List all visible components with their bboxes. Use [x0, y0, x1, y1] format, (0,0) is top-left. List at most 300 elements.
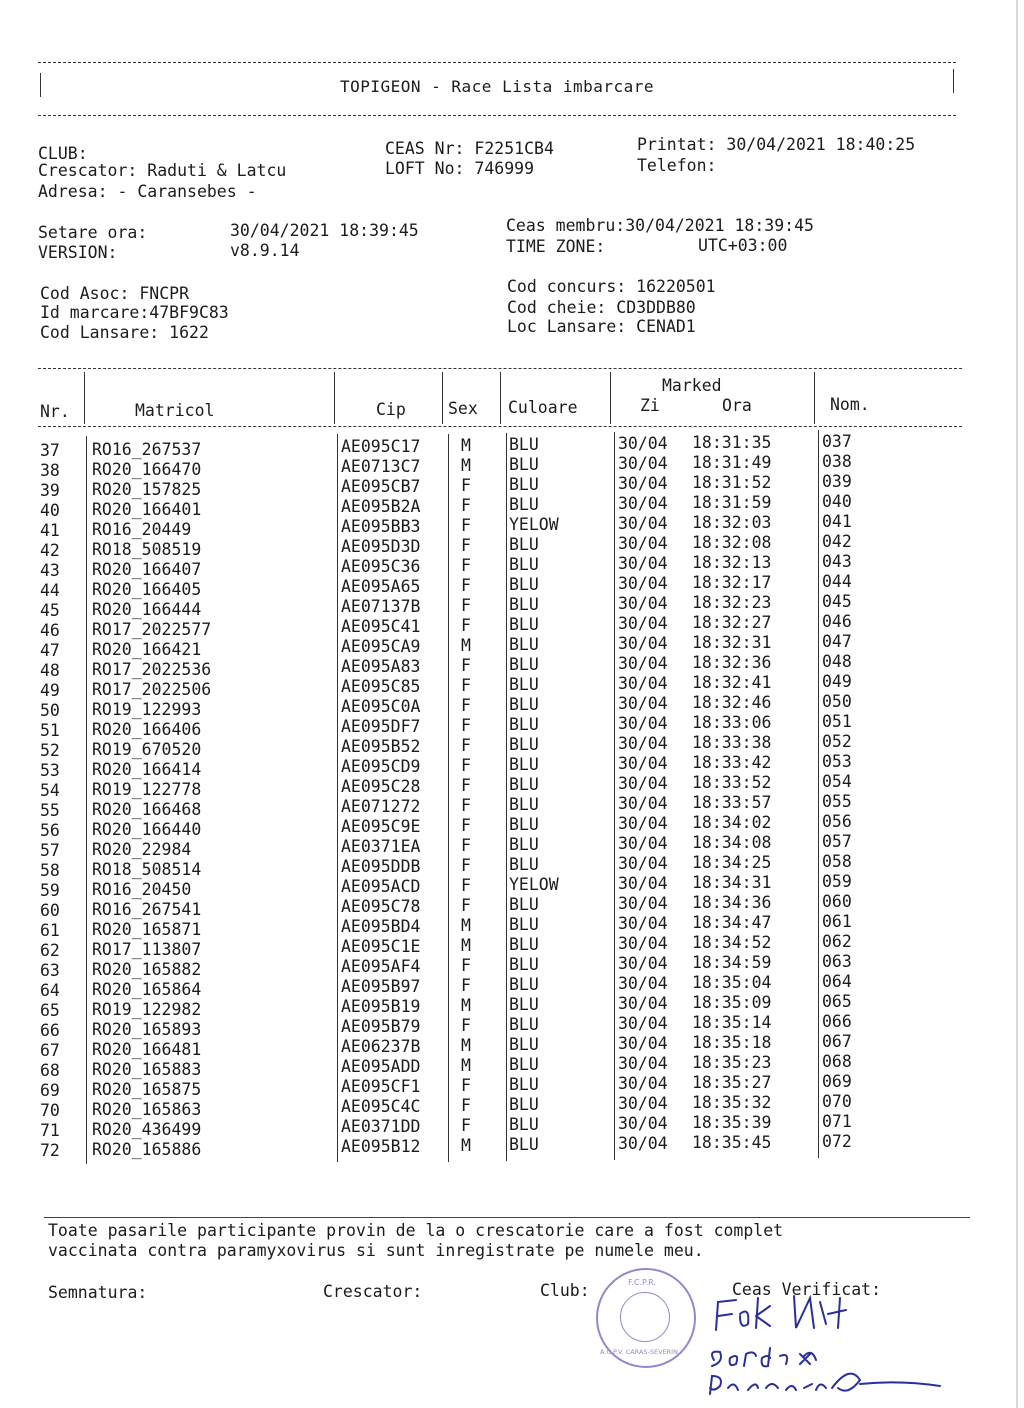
- row-ora: 18:34:08: [692, 833, 772, 853]
- row-matricol: RO16_267537: [92, 440, 202, 460]
- row-matricol: RO19_122982: [92, 1000, 202, 1020]
- cod-concurs: Cod concurs: 16220501: [507, 277, 716, 296]
- row-zi: 30/04: [618, 814, 668, 834]
- version-label: VERSION:: [38, 243, 118, 262]
- row-sex: F: [461, 815, 471, 835]
- row-nom: 063: [822, 951, 852, 971]
- row-ora: 18:35:39: [692, 1113, 772, 1133]
- row-ora: 18:34:59: [692, 953, 772, 973]
- row-sex: F: [461, 775, 471, 795]
- semnatura-label: Semnatura:: [48, 1283, 148, 1302]
- setare-label: Setare ora:: [38, 223, 148, 242]
- row-ora: 18:34:31: [692, 873, 772, 893]
- row-nom: 066: [822, 1011, 852, 1031]
- row-matricol: RO18_508514: [92, 860, 202, 880]
- row-zi: 30/04: [618, 1114, 668, 1134]
- row-culoare: YELOW: [509, 875, 559, 895]
- row-ora: 18:32:08: [692, 533, 772, 553]
- row-culoare: BLU: [509, 495, 539, 515]
- row-cip: AE095B52: [341, 737, 421, 757]
- row-zi: 30/04: [618, 614, 668, 634]
- row-culoare: BLU: [509, 595, 539, 615]
- row-sex: F: [461, 555, 471, 575]
- col-divider-nr: [84, 372, 85, 424]
- row-culoare: BLU: [509, 795, 539, 815]
- row-sex: M: [461, 1135, 471, 1155]
- row-culoare: BLU: [509, 975, 539, 995]
- row-nom: 059: [822, 871, 852, 891]
- row-culoare: BLU: [509, 755, 539, 775]
- row-zi: 30/04: [618, 514, 668, 534]
- column-header-sex: Sex: [448, 399, 478, 418]
- row-sex: M: [461, 435, 471, 455]
- row-cip: AE095CD9: [341, 757, 421, 777]
- row-nr: 47: [40, 641, 60, 660]
- row-zi: 30/04: [618, 454, 668, 474]
- row-zi: 30/04: [618, 774, 668, 794]
- ceas-number: CEAS Nr: F2251CB4: [385, 139, 554, 158]
- row-cip: AE095C17: [341, 437, 421, 457]
- col-divider-cip: [442, 372, 443, 424]
- row-culoare: BLU: [509, 935, 539, 955]
- row-culoare: BLU: [509, 455, 539, 475]
- row-culoare: BLU: [509, 895, 539, 915]
- row-zi: 30/04: [618, 1014, 668, 1034]
- row-sex: F: [461, 755, 471, 775]
- row-culoare: BLU: [509, 1035, 539, 1055]
- row-cip: AE095B97: [341, 977, 421, 997]
- club-signature-label: Club:: [540, 1281, 590, 1300]
- declaration-line-2: vaccinata contra paramyxovirus si sunt inregistrate pe numele meu.: [48, 1241, 704, 1260]
- row-nr: 48: [40, 661, 60, 680]
- row-nom: 056: [822, 811, 852, 831]
- row-sex: F: [461, 875, 471, 895]
- title-box: [38, 62, 956, 116]
- row-zi: 30/04: [618, 554, 668, 574]
- row-nr: 50: [40, 701, 60, 720]
- row-nom: 068: [822, 1051, 852, 1071]
- row-culoare: BLU: [509, 655, 539, 675]
- row-culoare: BLU: [509, 435, 539, 455]
- row-nr: 65: [40, 1001, 60, 1020]
- row-sex: M: [461, 1035, 471, 1055]
- row-ora: 18:34:36: [692, 893, 772, 913]
- row-cip: AE095CF1: [341, 1077, 421, 1097]
- row-sex: F: [461, 535, 471, 555]
- row-sex: F: [461, 1115, 471, 1135]
- row-zi: 30/04: [618, 674, 668, 694]
- row-ora: 18:31:59: [692, 493, 772, 513]
- row-nom: 058: [822, 851, 852, 871]
- crescator-signature-label: Crescator:: [323, 1282, 423, 1301]
- row-culoare: BLU: [509, 535, 539, 555]
- row-ora: 18:34:52: [692, 933, 772, 953]
- row-nom: 072: [822, 1131, 852, 1151]
- row-nr: 67: [40, 1041, 60, 1060]
- setare-value: 30/04/2021 18:39:45: [230, 221, 419, 240]
- row-culoare: BLU: [509, 955, 539, 975]
- row-matricol: RO20_166470: [92, 460, 202, 480]
- row-ora: 18:34:47: [692, 913, 772, 933]
- row-sex: F: [461, 715, 471, 735]
- row-nom: 040: [822, 491, 852, 511]
- row-ora: 18:32:41: [692, 673, 772, 693]
- row-culoare: BLU: [509, 1055, 539, 1075]
- row-ora: 18:32:46: [692, 693, 772, 713]
- row-sex: F: [461, 695, 471, 715]
- row-cip: AE0371EA: [341, 837, 421, 857]
- row-matricol: RO20_165893: [92, 1020, 202, 1040]
- row-cip: AE095C0A: [341, 697, 421, 717]
- row-nom: 043: [822, 551, 852, 571]
- row-nom: 039: [822, 471, 852, 491]
- row-cip: AE0371DD: [341, 1117, 421, 1137]
- row-ora: 18:35:14: [692, 1013, 772, 1033]
- column-header-nr: Nr.: [40, 402, 70, 421]
- row-ora: 18:35:18: [692, 1033, 772, 1053]
- row-nr: 66: [40, 1021, 60, 1040]
- row-sex: M: [461, 995, 471, 1015]
- row-nom: 054: [822, 771, 852, 791]
- row-nr: 64: [40, 981, 60, 1000]
- row-nr: 38: [40, 461, 60, 480]
- row-nom: 060: [822, 891, 852, 911]
- row-zi: 30/04: [618, 974, 668, 994]
- row-zi: 30/04: [618, 994, 668, 1014]
- row-zi: 30/04: [618, 1094, 668, 1114]
- row-matricol: RO19_122778: [92, 780, 202, 800]
- col-divider-marked: [814, 372, 815, 424]
- row-ora: 18:32:36: [692, 653, 772, 673]
- declaration-line-1: Toate pasarile participante provin de la o crescatorie care a fost complet: [48, 1221, 784, 1240]
- row-culoare: BLU: [509, 915, 539, 935]
- version-value: v8.9.14: [230, 241, 300, 260]
- row-zi: 30/04: [618, 594, 668, 614]
- row-sex: M: [461, 635, 471, 655]
- row-nr: 58: [40, 861, 60, 880]
- row-matricol: RO20_165886: [92, 1140, 202, 1160]
- stamp-inner-ring: [620, 1292, 670, 1342]
- row-nr: 61: [40, 921, 60, 940]
- row-ora: 18:32:13: [692, 553, 772, 573]
- row-nr: 72: [40, 1141, 60, 1160]
- row-matricol: RO20_165864: [92, 980, 202, 1000]
- row-sex: F: [461, 495, 471, 515]
- row-culoare: BLU: [509, 775, 539, 795]
- row-zi: 30/04: [618, 934, 668, 954]
- cod-asoc: Cod Asoc: FNCPR: [40, 284, 190, 303]
- row-sex: F: [461, 975, 471, 995]
- club-label: CLUB:: [38, 144, 88, 163]
- row-zi: 30/04: [618, 894, 668, 914]
- row-culoare: BLU: [509, 1015, 539, 1035]
- cod-cheie: Cod cheie: CD3DDB80: [507, 298, 696, 317]
- row-nom: 049: [822, 671, 852, 691]
- row-nr: 41: [40, 521, 60, 540]
- row-nom: 037: [822, 431, 852, 451]
- row-nom: 038: [822, 451, 852, 471]
- row-sex: F: [461, 575, 471, 595]
- row-cip: AE095C1E: [341, 937, 421, 957]
- row-sex: M: [461, 935, 471, 955]
- ceas-verificat-label: Ceas Verificat:: [732, 1280, 882, 1299]
- row-matricol: RO20_166401: [92, 500, 202, 520]
- table-header-bottom-rule: [38, 426, 962, 427]
- row-ora: 18:31:35: [692, 433, 772, 453]
- row-culoare: BLU: [509, 715, 539, 735]
- row-cip: AE07137B: [341, 597, 421, 617]
- row-zi: 30/04: [618, 694, 668, 714]
- row-cip: AE06237B: [341, 1037, 421, 1057]
- row-ora: 18:34:25: [692, 853, 772, 873]
- row-zi: 30/04: [618, 754, 668, 774]
- row-matricol: RO20_166405: [92, 580, 202, 600]
- column-header-cip: Cip: [376, 400, 406, 419]
- row-cip: AE095DF7: [341, 717, 421, 737]
- column-header-culoare: Culoare: [508, 398, 578, 417]
- row-nom: 053: [822, 751, 852, 771]
- row-cip: AE0713C7: [341, 457, 421, 477]
- row-zi: 30/04: [618, 794, 668, 814]
- row-cip: AE095C4C: [341, 1097, 421, 1117]
- row-culoare: BLU: [509, 555, 539, 575]
- row-culoare: BLU: [509, 1095, 539, 1115]
- crescator-info: Crescator: Raduti & Latcu: [38, 161, 287, 180]
- row-sex: F: [461, 595, 471, 615]
- row-cip: AE095C9E: [341, 817, 421, 837]
- row-nom: 041: [822, 511, 852, 531]
- row-ora: 18:33:52: [692, 773, 772, 793]
- row-ora: 18:33:57: [692, 793, 772, 813]
- row-culoare: BLU: [509, 735, 539, 755]
- row-nr: 68: [40, 1061, 60, 1080]
- row-matricol: RO20_165863: [92, 1100, 202, 1120]
- row-zi: 30/04: [618, 654, 668, 674]
- column-header-ora: Ora: [722, 396, 752, 415]
- row-cip: AE095B2A: [341, 497, 421, 517]
- row-ora: 18:32:27: [692, 613, 772, 633]
- row-nom: 045: [822, 591, 852, 611]
- row-zi: 30/04: [618, 914, 668, 934]
- row-matricol: RO20_22984: [92, 840, 192, 860]
- row-matricol: RO20_165882: [92, 960, 202, 980]
- row-matricol: RO18_508519: [92, 540, 202, 560]
- row-nr: 43: [40, 561, 60, 580]
- row-sex: M: [461, 915, 471, 935]
- row-nr: 40: [40, 501, 60, 520]
- table-header-top-rule: [38, 368, 962, 369]
- row-nr: 59: [40, 881, 60, 900]
- row-cip: AE095C78: [341, 897, 421, 917]
- row-nr: 56: [40, 821, 60, 840]
- row-nom: 057: [822, 831, 852, 851]
- row-matricol: RO17_113807: [92, 940, 202, 960]
- row-culoare: BLU: [509, 475, 539, 495]
- row-zi: 30/04: [618, 574, 668, 594]
- row-culoare: BLU: [509, 995, 539, 1015]
- row-matricol: RO16_20450: [92, 880, 192, 900]
- row-cip: AE095A65: [341, 577, 421, 597]
- row-ora: 18:35:23: [692, 1053, 772, 1073]
- row-ora: 18:35:04: [692, 973, 772, 993]
- row-nom: 046: [822, 611, 852, 631]
- row-cip: AE095D3D: [341, 537, 421, 557]
- row-nr: 70: [40, 1101, 60, 1120]
- row-matricol: RO19_670520: [92, 740, 202, 760]
- row-ora: 18:31:52: [692, 473, 772, 493]
- row-zi: 30/04: [618, 734, 668, 754]
- row-sex: F: [461, 835, 471, 855]
- row-cip: AE095B19: [341, 997, 421, 1017]
- row-nom: 044: [822, 571, 852, 591]
- row-nom: 067: [822, 1031, 852, 1051]
- row-culoare: BLU: [509, 575, 539, 595]
- row-matricol: RO16_20449: [92, 520, 192, 540]
- row-cip: AE095B12: [341, 1137, 421, 1157]
- row-ora: 18:35:09: [692, 993, 772, 1013]
- row-zi: 30/04: [618, 1034, 668, 1054]
- row-nom: 061: [822, 911, 852, 931]
- row-matricol: RO17_2022577: [92, 620, 212, 640]
- row-culoare: BLU: [509, 1115, 539, 1135]
- row-matricol: RO20_166414: [92, 760, 202, 780]
- row-ora: 18:32:31: [692, 633, 772, 653]
- row-cip: AE095CB7: [341, 477, 421, 497]
- row-matricol: RO17_2022536: [92, 660, 212, 680]
- row-cip: AE095B79: [341, 1017, 421, 1037]
- row-ora: 18:35:27: [692, 1073, 772, 1093]
- row-culoare: YELOW: [509, 515, 559, 535]
- loft-number: LOFT No: 746999: [385, 159, 535, 178]
- footer-rule: [44, 1217, 970, 1218]
- row-cip: AE095CA9: [341, 637, 421, 657]
- row-zi: 30/04: [618, 434, 668, 454]
- row-matricol: RO16_267541: [92, 900, 202, 920]
- cod-lansare: Cod Lansare: 1622: [40, 323, 209, 342]
- row-culoare: BLU: [509, 615, 539, 635]
- row-ora: 18:34:02: [692, 813, 772, 833]
- row-sex: F: [461, 1095, 471, 1115]
- row-sex: F: [461, 895, 471, 915]
- loc-lansare: Loc Lansare: CENAD1: [507, 317, 696, 336]
- row-matricol: RO20_166421: [92, 640, 202, 660]
- row-zi: 30/04: [618, 1134, 668, 1154]
- row-nom: 052: [822, 731, 852, 751]
- row-cip: AE095AF4: [341, 957, 421, 977]
- row-nr: 57: [40, 841, 60, 860]
- row-nr: 49: [40, 681, 60, 700]
- row-nr: 55: [40, 801, 60, 820]
- row-nom: 051: [822, 711, 852, 731]
- row-zi: 30/04: [618, 854, 668, 874]
- col-divider-sex: [500, 372, 501, 424]
- row-zi: 30/04: [618, 494, 668, 514]
- column-header-marked: Marked: [662, 376, 722, 395]
- row-matricol: RO20_165875: [92, 1080, 202, 1100]
- row-matricol: RO20_166407: [92, 560, 202, 580]
- row-nom: 069: [822, 1071, 852, 1091]
- row-culoare: BLU: [509, 635, 539, 655]
- row-culoare: BLU: [509, 1135, 539, 1155]
- row-sex: F: [461, 515, 471, 535]
- row-sex: F: [461, 735, 471, 755]
- row-ora: 18:31:49: [692, 453, 772, 473]
- row-matricol: RO20_166440: [92, 820, 202, 840]
- printed-timestamp: Printat: 30/04/2021 18:40:25: [637, 135, 916, 154]
- row-culoare: BLU: [509, 815, 539, 835]
- row-matricol: RO20_166468: [92, 800, 202, 820]
- row-cip: AE095A83: [341, 657, 421, 677]
- row-nom: 048: [822, 651, 852, 671]
- row-ora: 18:33:42: [692, 753, 772, 773]
- row-matricol: RO20_166444: [92, 600, 202, 620]
- row-nom: 065: [822, 991, 852, 1011]
- row-zi: 30/04: [618, 634, 668, 654]
- row-nr: 44: [40, 581, 60, 600]
- row-sex: F: [461, 795, 471, 815]
- timezone-label: TIME ZONE:: [506, 237, 606, 256]
- col-divider-culoare: [610, 372, 611, 424]
- row-nr: 45: [40, 601, 60, 620]
- row-cip: AE095BB3: [341, 517, 421, 537]
- row-cip: AE095ADD: [341, 1057, 421, 1077]
- row-ora: 18:32:03: [692, 513, 772, 533]
- row-sex: F: [461, 675, 471, 695]
- row-zi: 30/04: [618, 874, 668, 894]
- row-nom: 062: [822, 931, 852, 951]
- row-ora: 18:35:45: [692, 1133, 772, 1153]
- table-row: [0, 1131, 1024, 1161]
- row-zi: 30/04: [618, 474, 668, 494]
- row-nr: 54: [40, 781, 60, 800]
- row-zi: 30/04: [618, 834, 668, 854]
- row-culoare: BLU: [509, 675, 539, 695]
- adresa-info: Adresa: - Caransebes -: [38, 182, 257, 201]
- column-header-nom: Nom.: [830, 395, 870, 414]
- row-nom: 070: [822, 1091, 852, 1111]
- timezone-value: UTC+03:00: [698, 236, 788, 255]
- row-sex: M: [461, 455, 471, 475]
- row-matricol: RO19_122993: [92, 700, 202, 720]
- row-nom: 042: [822, 531, 852, 551]
- stamp-bottom-text: A.C.P.V. CARAS-SEVERIN: [600, 1348, 678, 1356]
- row-nr: 63: [40, 961, 60, 980]
- row-sex: F: [461, 615, 471, 635]
- row-nr: 37: [40, 441, 60, 460]
- document-title: TOPIGEON - Race Lista imbarcare: [339, 77, 655, 96]
- row-matricol: RO20_166406: [92, 720, 202, 740]
- row-culoare: BLU: [509, 835, 539, 855]
- row-zi: 30/04: [618, 1074, 668, 1094]
- row-nr: 71: [40, 1121, 60, 1140]
- row-matricol: RO17_2022506: [92, 680, 212, 700]
- row-nr: 52: [40, 741, 60, 760]
- row-ora: 18:33:06: [692, 713, 772, 733]
- row-cip: AE095C28: [341, 777, 421, 797]
- row-sex: F: [461, 855, 471, 875]
- row-nom: 050: [822, 691, 852, 711]
- row-nr: 69: [40, 1081, 60, 1100]
- row-matricol: RO20_157825: [92, 480, 202, 500]
- row-culoare: BLU: [509, 1075, 539, 1095]
- row-nr: 62: [40, 941, 60, 960]
- row-cip: AE071272: [341, 797, 421, 817]
- row-nom: 047: [822, 631, 852, 651]
- row-culoare: BLU: [509, 695, 539, 715]
- stamp-top-text: F.C.P.R.: [628, 1278, 656, 1287]
- row-cip: AE095C85: [341, 677, 421, 697]
- row-ora: 18:35:32: [692, 1093, 772, 1113]
